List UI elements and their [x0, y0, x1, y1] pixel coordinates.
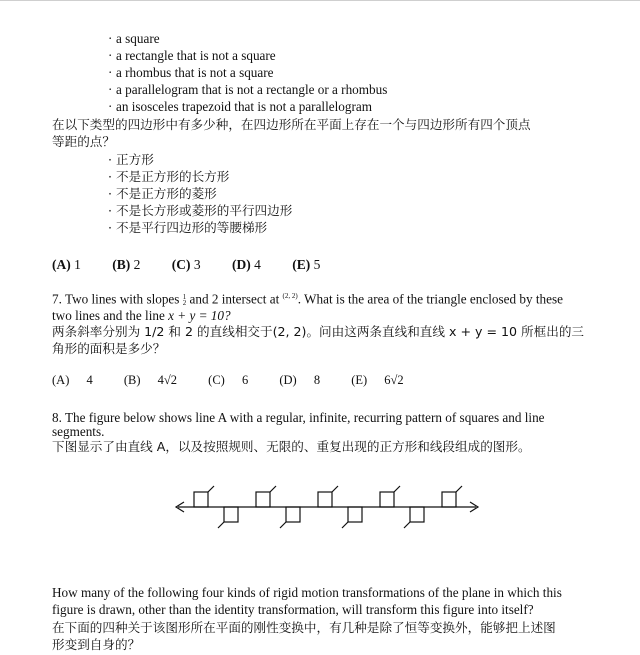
q6-chinese-question: [52, 116, 592, 150]
choice-a: (A) 1: [52, 257, 81, 272]
q7-line1: 7. Two lines with slopes 1 2 and 2 intersect at $^{(2, 2)}$. What is the area of the triangle enclosed by these: [52, 291, 563, 308]
q6-answer-choices: [52, 256, 348, 273]
q8-followup-line1: How many of the following four kinds of rigid motion transformations of the plane in which this: [52, 585, 562, 600]
q8-followup-line2: figure is drawn, other than the identity transformation, will transform this figure into itself?: [52, 602, 534, 617]
list-item: · a parallelogram that is not a rectangle or a rhombus: [108, 82, 388, 97]
choice-c: (C) 6: [208, 373, 249, 387]
choice-c: (C) 3: [171, 257, 201, 272]
q7-chinese: [52, 323, 592, 357]
choice-b: (B) 2: [112, 257, 141, 272]
q6-chinese-options: [108, 151, 292, 236]
q8-followup: [52, 584, 592, 618]
list-item: · 不是正方形的菱形: [108, 186, 217, 201]
list-item: · a rectangle that is not a square: [108, 48, 276, 63]
q6-english-options: [108, 30, 387, 115]
choice-d: (D) 8: [279, 373, 321, 387]
q6-zh-line1: 在以下类型的四边形中有多少种，在四边形所在平面上存在一个与四边形所有四个顶点: [52, 117, 531, 132]
list-item: · 不是平行四边形的等腰梯形: [108, 220, 268, 235]
q8-followup-zh-line1: 在下面的四种关于该图形所在平面的刚性变换中，有几种是除了恒等变换外，能够把上述图: [52, 620, 556, 635]
choice-a: (A) 4: [52, 373, 93, 387]
q7-answer-choices: [52, 372, 432, 389]
q7-line2: two lines and the line x + y = 10?: [52, 308, 231, 324]
choice-e: (E) 5: [292, 257, 321, 272]
q8-zh-line1: 下图显示了由直线 A，以及按照规则、无限的、重复出现的正方形和线段组成的图形。: [52, 439, 531, 454]
q8-followup-chinese: [52, 619, 592, 653]
slope-fraction: 1 2: [182, 293, 187, 308]
list-item: · a square: [108, 31, 160, 46]
q8-line2: segments.: [52, 424, 105, 439]
list-item: · 正方形: [108, 152, 154, 167]
list-item: · a rhombus that is not a square: [108, 65, 274, 80]
pattern-figure: [172, 480, 482, 540]
choice-d: (D) 4: [232, 257, 261, 272]
list-item: · 不是正方形的长方形: [108, 169, 230, 184]
q8-question: [52, 409, 592, 438]
q8-line1: 8. The figure below shows line A with a regular, infinite, recurring pattern of squares and line: [52, 410, 545, 425]
choice-e: (E) 6√2: [351, 373, 404, 387]
q8-chinese: [52, 438, 592, 455]
q7-question: [52, 288, 592, 324]
q7-zh-line1: 两条斜率分别为 1/2 和 2 的直线相交于(2, 2)。问由这两条直线和直线 x + y = 10 所框出的三: [52, 324, 585, 339]
q8-followup-zh-line2: 形变到自身的？: [52, 637, 141, 652]
list-item: · an isosceles trapezoid that is not a parallelogram: [108, 99, 372, 114]
q6-zh-line2: 等距的点？: [52, 134, 115, 149]
q7-zh-line2: 角形的面积是多少？: [52, 341, 166, 356]
pattern-unit-5: [442, 486, 462, 507]
list-item: · 不是长方形或菱形的平行四边形: [108, 203, 293, 218]
choice-b: (B) 4√2: [123, 373, 178, 387]
